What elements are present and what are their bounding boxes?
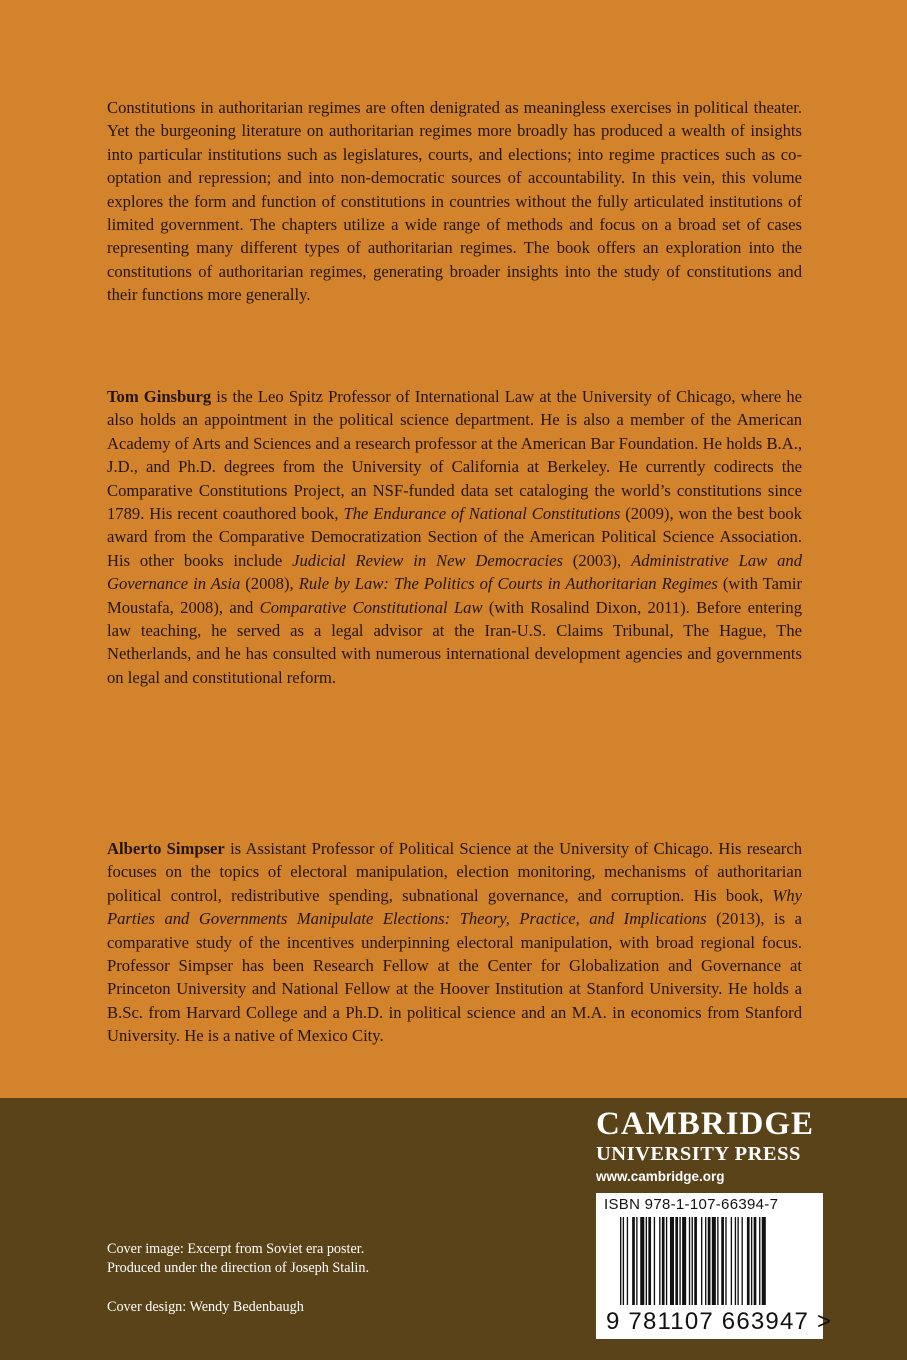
author-bio-ginsburg [107, 385, 802, 689]
book-title: Why Parties and Governments Manipulate Elections: Theory, Practice, and Implications [107, 885, 802, 929]
cover-design-credit: Cover design: Wendy Bedenbaugh [107, 1299, 304, 1315]
book-title: The Endurance of National Constitutions [343, 504, 621, 524]
publisher-name: CAMBRIDGE [596, 1106, 815, 1142]
barcode-digits: 9 781107 663947 > [606, 1308, 833, 1335]
publisher-logo [596, 1106, 826, 1186]
author-name: Alberto Simpser [107, 839, 225, 858]
isbn-label: ISBN 978-1-107-66394-7 [604, 1196, 779, 1213]
bio-text: (2009), won the best book award from the Comparative Democratization Section of the American Political Science Association. His other books include [107, 504, 802, 570]
book-title: Comparative Constitutional Law [259, 597, 483, 617]
bio-text: (2003), [562, 550, 632, 570]
bio-text: (2013), is a comparative study of the incentives underpinning electoral manipulation, with broad regional focus. Professor Simpser has been Research Fellow at the Center for Globalization and Governance at Princeton University and National Fellow at the Hoover Institution at Stanford University. He holds a B.Sc. from Harvard College and a Ph.D. in political science and an M.A. in economics from Stanford University. He is a native of Mexico City. [107, 909, 802, 1046]
bio-text: (with Rosalind Dixon, 2011). Before entering law teaching, he served as a legal advisor at the Iran-U.S. Claims Tribunal, The Hague, The Netherlands, and he has consulted with numerous international development agencies and governments on legal and constitutional reform. [107, 597, 802, 687]
cover-image-credit: Cover image: Excerpt from Soviet era poster. [107, 1241, 365, 1257]
author-bio-simpser [107, 837, 802, 1048]
bio-text: is Assistant Professor of Political Science at the University of Chicago. His research focuses on the topics of electoral manipulation, election monitoring, mechanisms of authoritarian political control, redistributive spending, subnational governance, and corruption. His book, [107, 839, 802, 905]
cover-image-credit-2: Produced under the direction of Joseph Stalin. [107, 1260, 370, 1276]
bio-text: (2008), [240, 574, 299, 594]
book-blurb: Constitutions in authoritarian regimes are often denigrated as meaningless exercises in political theater. Yet the burgeoning literature on authoritarian regimes more broadly has produced a wealth of insights into particular institutions such as legislatures, courts, and elections; into regime practices such as co-optation and repression; and into non-democratic sources of accountability. In this vein, this volume explores the form and function of constitutions in countries without the fully articulated institutions of limited government. The chapters utilize a wide range of methods and focus on a broad set of cases representing many different types of authoritarian regimes. The book offers an exploration into the constitutions of authoritarian regimes, generating broader insights into the study of constitutions and their functions more generally. [107, 98, 802, 305]
book-title: Administrative Law and Governance in Asia [107, 550, 802, 594]
bio-text: (with Tamir Moustafa, 2008), and [107, 574, 802, 617]
isbn-barcode [596, 1193, 833, 1339]
book-title: Rule by Law: The Politics of Courts in Authoritarian Regimes [298, 574, 718, 594]
publisher-subtitle: UNIVERSITY PRESS [596, 1143, 801, 1165]
book-title: Judicial Review in New Democracies [292, 550, 563, 570]
bio-text: is the Leo Spitz Professor of International Law at the University of Chicago, where he also holds an appointment in the political science department. He is also a member of the American Academy of Arts and Sciences and a research professor at the American Bar Foundation. He holds B.A., J.D., and Ph.D. degrees from the University of California at Berkeley. He currently codirects the Comparative Constitutions Project, an NSF-funded data set cataloging the world’s constitutions since 1789. His recent coauthored book, [107, 387, 803, 524]
publisher-url: www.cambridge.org [596, 1169, 725, 1184]
author-name: Tom Ginsburg [107, 387, 212, 406]
